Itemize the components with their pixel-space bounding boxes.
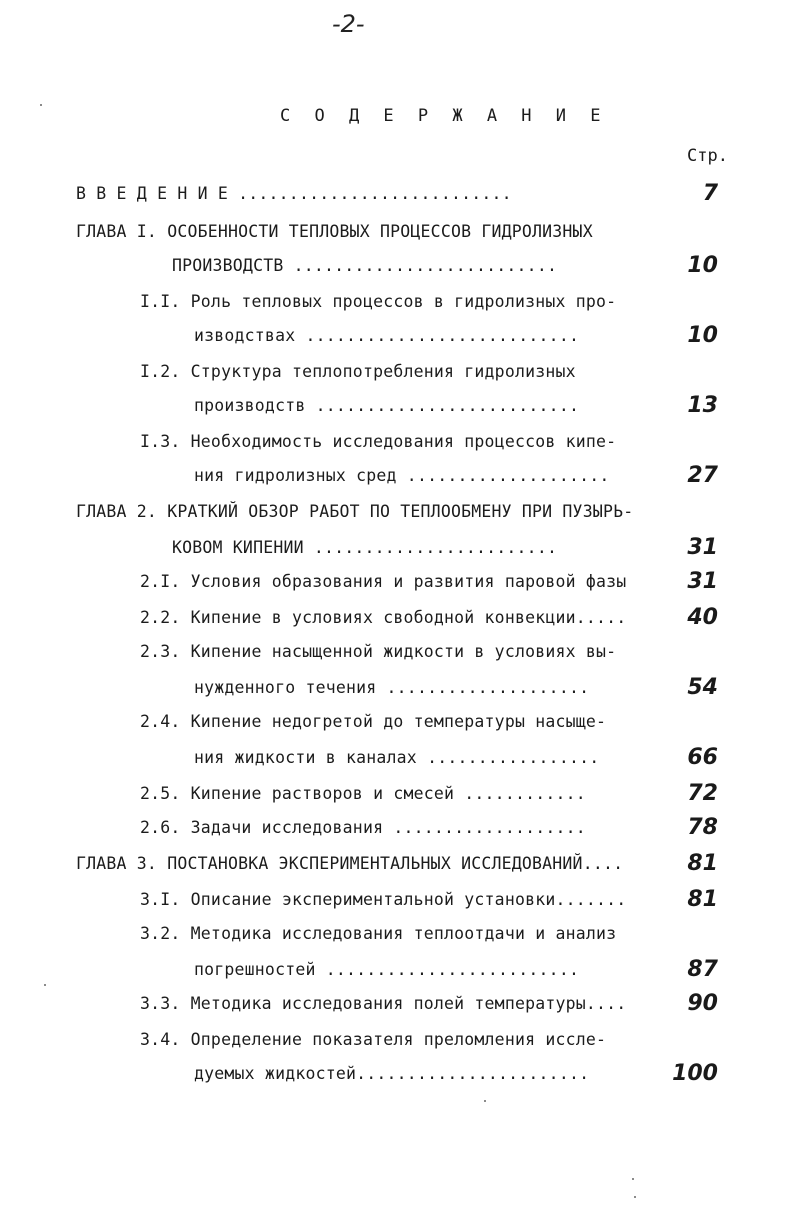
toc-line-text: 3.3. Методика исследования полей температуры.... bbox=[140, 994, 627, 1013]
toc-page-number: 54 bbox=[687, 675, 718, 700]
scan-speck bbox=[40, 104, 42, 106]
toc-page-number: 81 bbox=[687, 851, 718, 876]
toc-line-text: 2.4. Кипение недогретой до температуры насыще- bbox=[140, 712, 607, 731]
toc-page-number: 27 bbox=[687, 463, 718, 488]
toc-line-text: 3.4. Определение показателя преломления иссле- bbox=[140, 1030, 607, 1049]
scan-speck bbox=[634, 1196, 636, 1198]
toc-line-text: нужденного течения .................... bbox=[194, 678, 590, 697]
toc-line-text: погрешностей ......................... bbox=[194, 960, 580, 979]
scan-speck bbox=[484, 1100, 486, 1102]
toc-page-number: 10 bbox=[687, 253, 718, 278]
toc-page-number: 31 bbox=[687, 535, 718, 560]
toc-line-text: 2.2. Кипение в условиях свободной конвекции..... bbox=[140, 608, 627, 627]
toc-line-text: I.I. Роль тепловых процессов в гидролизных про- bbox=[140, 292, 617, 311]
toc-page-number: 72 bbox=[687, 781, 718, 806]
page-number: -2- bbox=[332, 10, 365, 38]
toc-line-text: В В Е Д Е Н И Е ........................... bbox=[76, 184, 512, 203]
toc-page-number: 7 bbox=[702, 181, 718, 206]
toc-page-number: 78 bbox=[687, 815, 718, 840]
pages-column-header: Стр. bbox=[687, 146, 728, 166]
scan-speck bbox=[632, 1178, 634, 1180]
toc-line-text: ГЛАВА 3. ПОСТАНОВКА ЭКСПЕРИМЕНТАЛЬНЫХ ИССЛЕДОВАНИЙ.... bbox=[76, 854, 624, 873]
toc-line-text: КОВОМ КИПЕНИИ ........................ bbox=[172, 538, 558, 557]
toc-line-text: ния гидролизных сред .................... bbox=[194, 466, 610, 485]
toc-page-number: 10 bbox=[687, 323, 718, 348]
toc-line-text: ПРОИЗВОДСТВ .......................... bbox=[172, 256, 558, 275]
toc-line-text: 2.3. Кипение насыщенной жидкости в условиях вы- bbox=[140, 642, 617, 661]
toc-line-text: производств .......................... bbox=[194, 396, 580, 415]
toc-page-number: 90 bbox=[687, 991, 718, 1016]
toc-page-number: 100 bbox=[672, 1061, 718, 1086]
toc-page-number: 66 bbox=[687, 745, 718, 770]
toc-line-text: дуемых жидкостей....................... bbox=[194, 1064, 590, 1083]
toc-page-number: 81 bbox=[687, 887, 718, 912]
toc-line-text: изводствах ........................... bbox=[194, 326, 580, 345]
toc-page-number: 13 bbox=[687, 393, 718, 418]
toc-line-text: ГЛАВА I. ОСОБЕННОСТИ ТЕПЛОВЫХ ПРОЦЕССОВ ГИДРОЛИЗНЫХ bbox=[76, 222, 593, 241]
toc-page-number: 40 bbox=[687, 605, 718, 630]
scan-speck bbox=[44, 984, 46, 986]
toc-line-text: 3.2. Методика исследования теплоотдачи и анализ bbox=[140, 924, 617, 943]
page-title: С О Д Е Р Ж А Н И Е bbox=[280, 106, 608, 126]
toc-line-text: I.3. Необходимость исследования процессов кипе- bbox=[140, 432, 617, 451]
toc-line-text: ГЛАВА 2. КРАТКИЙ ОБЗОР РАБОТ ПО ТЕПЛООБМЕНУ ПРИ ПУЗЫРЬ- bbox=[76, 502, 634, 521]
toc-line-text: 2.5. Кипение растворов и смесей ............ bbox=[140, 784, 586, 803]
toc-line-text: 2.6. Задачи исследования ................... bbox=[140, 818, 586, 837]
toc-line-text: 2.I. Условия образования и развития паровой фазы bbox=[140, 572, 627, 591]
toc-page-number: 87 bbox=[687, 957, 718, 982]
toc-line-text: 3.I. Описание экспериментальной установки....... bbox=[140, 890, 627, 909]
toc-line-text: ния жидкости в каналах ................. bbox=[194, 748, 600, 767]
toc-page-number: 31 bbox=[687, 569, 718, 594]
toc-line-text: I.2. Структура теплопотребления гидролизных bbox=[140, 362, 576, 381]
